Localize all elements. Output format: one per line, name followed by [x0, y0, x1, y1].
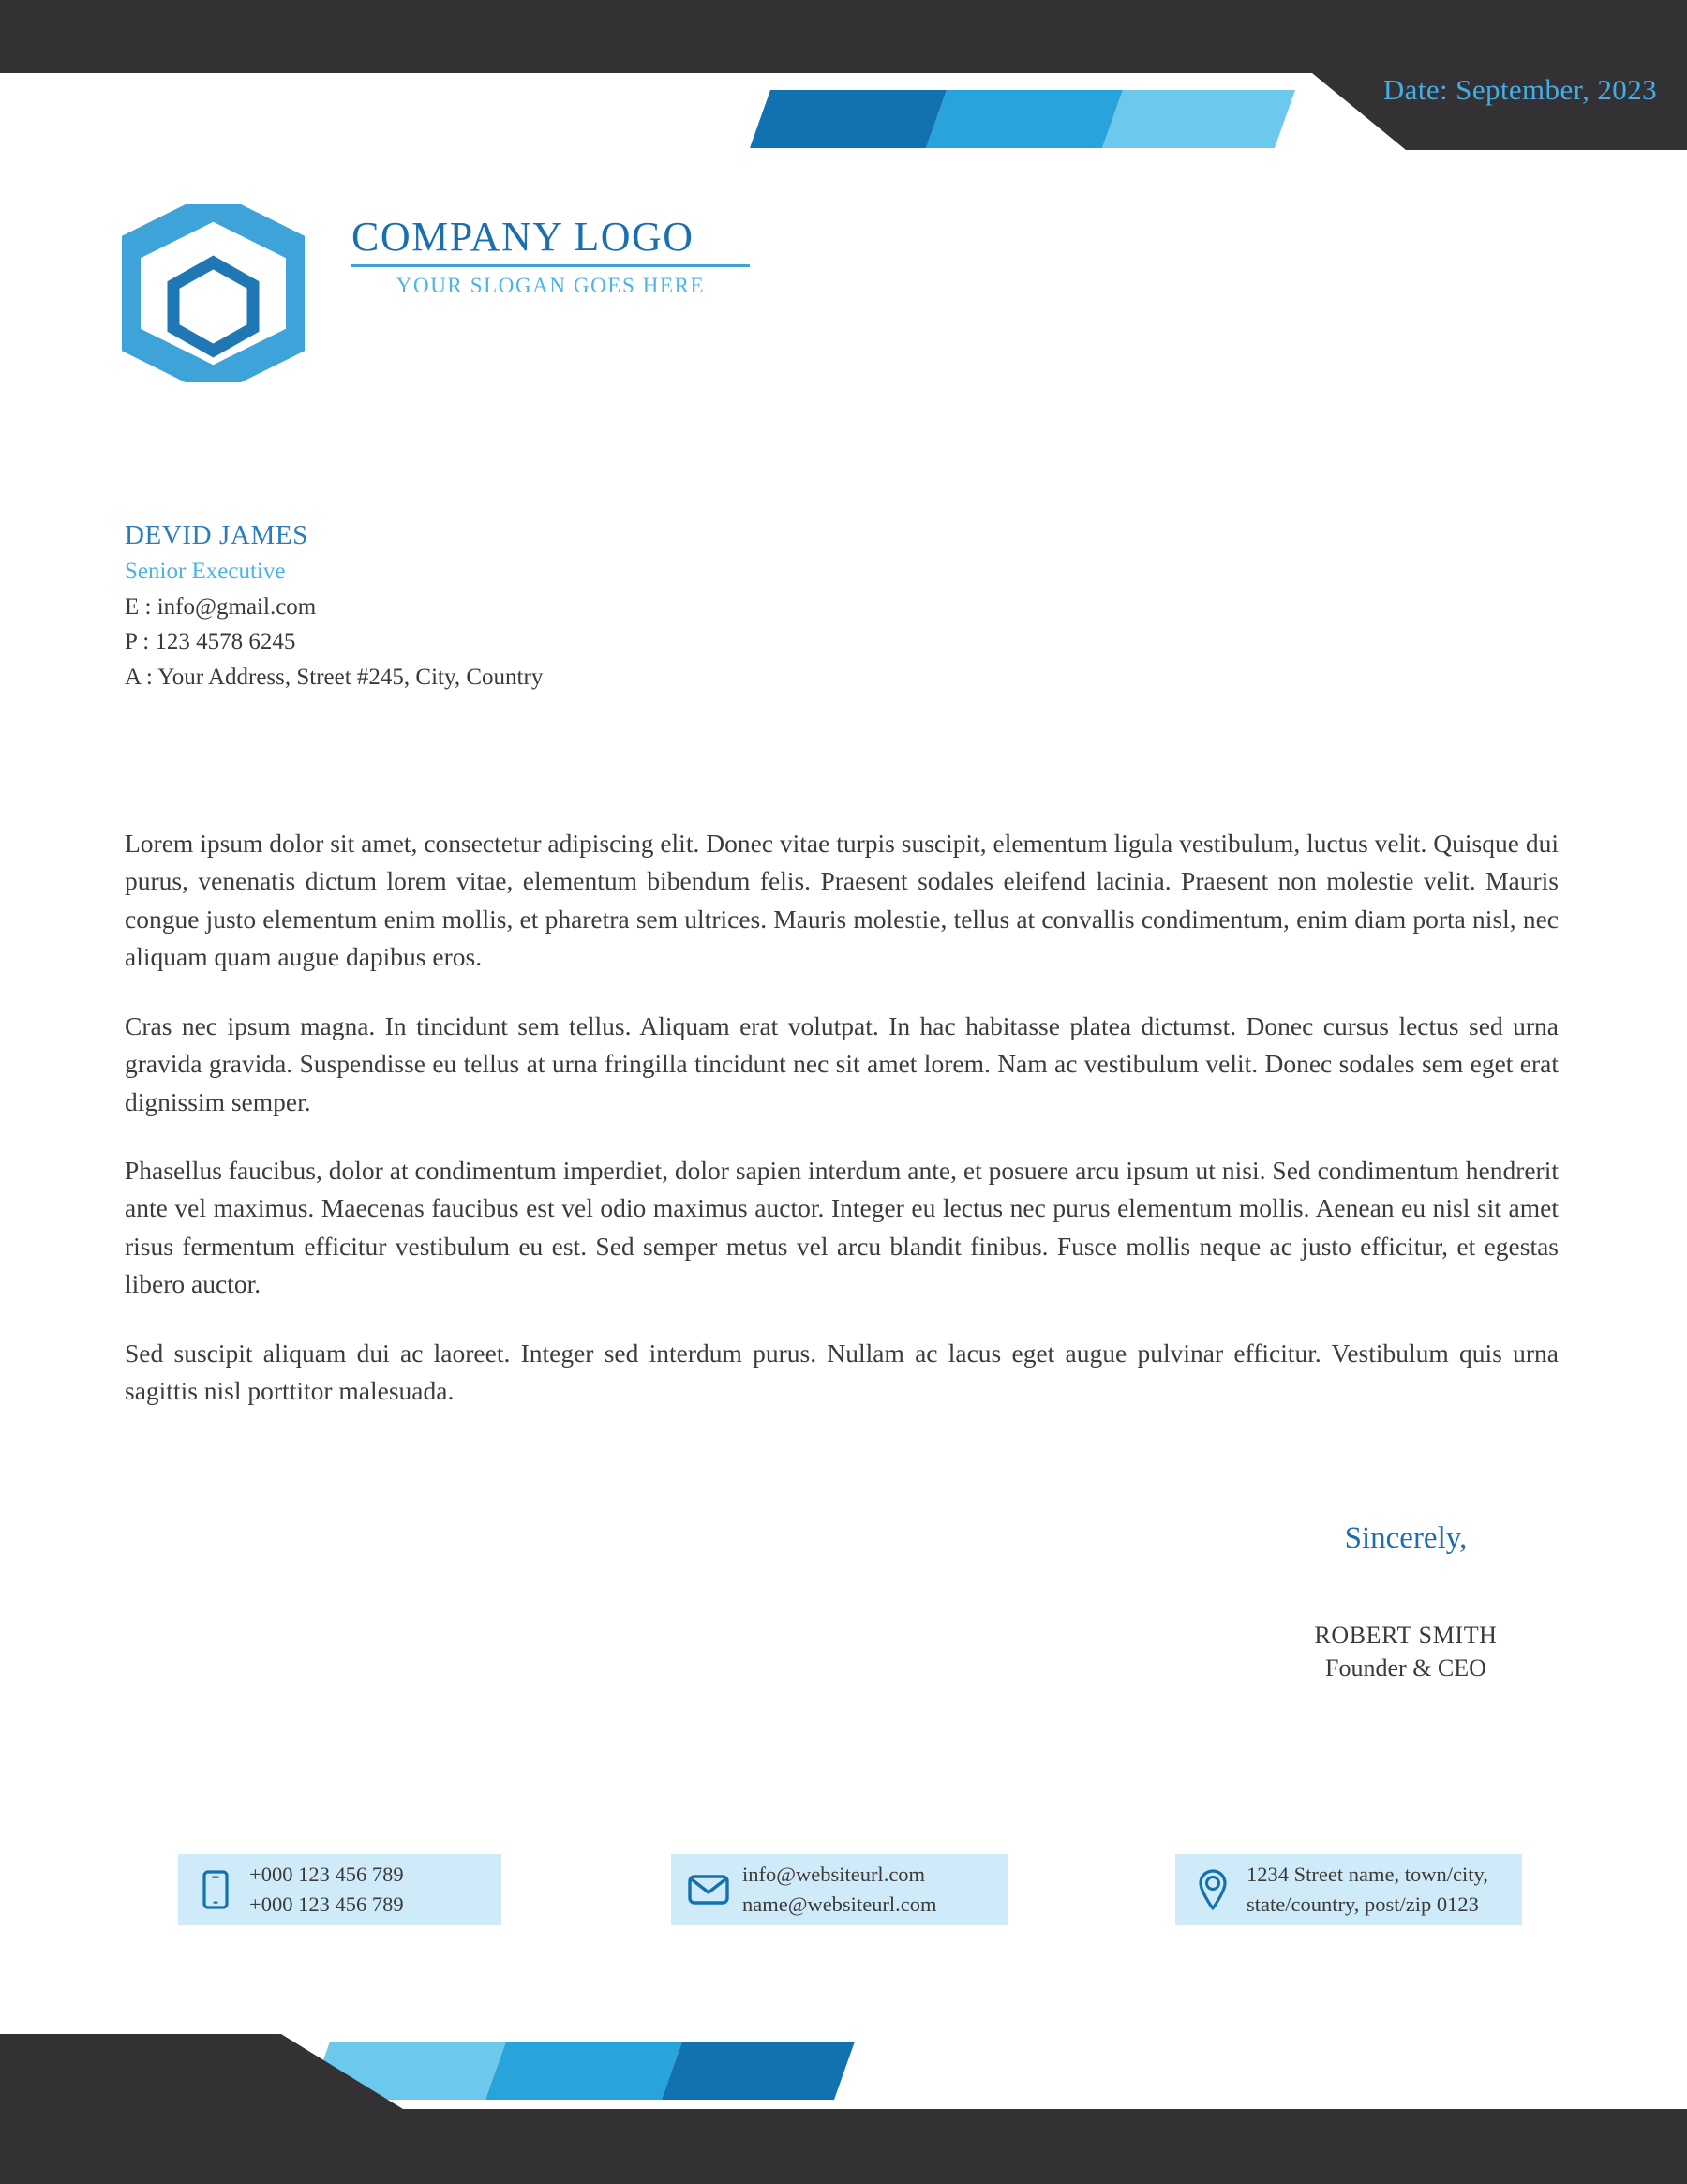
logo-divider [351, 264, 750, 267]
logo-text [351, 216, 773, 298]
body-paragraph: Cras nec ipsum magna. In tincidunt sem tellus. Aliquam erat volutpat. In hac habitasse platea dictumst. Donec cursus lectus sed urna gravida gravida. Suspendisse eu tellus at urna fringilla tincidunt nec sit amet lorem. Nam ac vestibulum velit. Donec sodales sem eget erat dignissim semper. [125, 1010, 1559, 1116]
footer-band-dark-blue [662, 2042, 858, 2100]
sender-email: E : info@gmail.com [125, 593, 317, 620]
footer-dark-bar [0, 2109, 1687, 2184]
sender-name: DEVID JAMES [125, 520, 308, 550]
sender-block [125, 517, 874, 695]
footer-address-lines [1247, 1860, 1488, 1920]
logo-block [122, 204, 778, 382]
footer-phone-lines [249, 1860, 404, 1920]
hexagon-logo-icon [122, 204, 305, 382]
company-slogan: YOUR SLOGAN GOES HERE [396, 274, 706, 298]
header-band-mid-blue [926, 90, 1123, 148]
date-label: Date: September, 2023 [1382, 73, 1657, 106]
body-paragraph: Sed suscipit aliquam dui ac laoreet. Integer sed interdum purus. Nullam ac lacus eget augue pulvinar efficitur. Vestibulum quis urna sagittis nisl porttitor malesuada. [125, 1338, 1559, 1406]
sender-phone: P : 123 4578 6245 [125, 629, 296, 655]
header-accent-bands [750, 90, 1293, 148]
signoff-block [1256, 1518, 1556, 1684]
footer-address-line-2: state/country, post/zip 0123 [1247, 1892, 1479, 1916]
footer-contact-bar [0, 1854, 1687, 1938]
body-paragraph: Phasellus faucibus, dolor at condimentum imperdiet, dolor sapien interdum ante, et posuere arcu ipsum ut nisi. Sed condimentum hendrerit ante vel maximus. Maecenas faucibus est vel odio maximus auctor. Integer eu lectus nec purus elementum mollis. Aenean eu nisl sit amet risus fermentum efficitur vestibulum eu est. Sed semper metus vel arcu blandit finibus. Fusce mollis neque ac justo efficitur, et egestas libero auctor. [125, 1155, 1559, 1299]
footer-email-line-2: name@websiteurl.com [742, 1892, 937, 1916]
sender-address: A : Your Address, Street #245, City, Country [125, 664, 544, 690]
footer-band-mid-blue [485, 2042, 682, 2100]
signoff-name: ROBERT SMITH [1314, 1621, 1498, 1649]
envelope-icon [688, 1868, 729, 1911]
mobile-phone-icon [195, 1868, 236, 1911]
footer-address-chip[interactable] [1175, 1854, 1522, 1925]
footer-email-lines [742, 1860, 937, 1920]
signoff-title: Founder & CEO [1325, 1653, 1486, 1682]
sender-role: Senior Executive [125, 559, 286, 585]
footer-email-line-1: info@websiteurl.com [742, 1862, 926, 1887]
footer-phone-line-1: +000 123 456 789 [249, 1862, 404, 1887]
company-name: COMPANY LOGO [351, 214, 694, 260]
footer-accent-bands [309, 2042, 872, 2100]
footer-phone-line-2: +000 123 456 789 [249, 1892, 404, 1916]
signoff-sincerely: Sincerely, [1344, 1521, 1468, 1555]
footer-phone-chip[interactable] [178, 1854, 501, 1925]
header-band-dark-blue [750, 90, 947, 148]
header-band-light-blue [1102, 90, 1299, 148]
letter-body [125, 825, 1559, 1410]
body-paragraph: Lorem ipsum dolor sit amet, consectetur adipiscing elit. Donec vitae turpis suscipit, elementum ligula vestibulum, luctus velit. Quisque dui purus, venenatis dictum lorem vitae, elementum bibendum felis. Praesent sodales eleifend lacinia. Praesent non molestie velit. Mauris congue justo elementum enim mollis, et pharetra sem ultrices. Mauris molestie, tellus at convallis condimentum, enim diam porta nisl, nec aliquam quam augue dapibus eros. [125, 829, 1559, 972]
footer-email-chip[interactable] [671, 1854, 1008, 1925]
map-pin-icon [1192, 1868, 1233, 1911]
footer-address-line-1: 1234 Street name, town/city, [1247, 1862, 1488, 1887]
